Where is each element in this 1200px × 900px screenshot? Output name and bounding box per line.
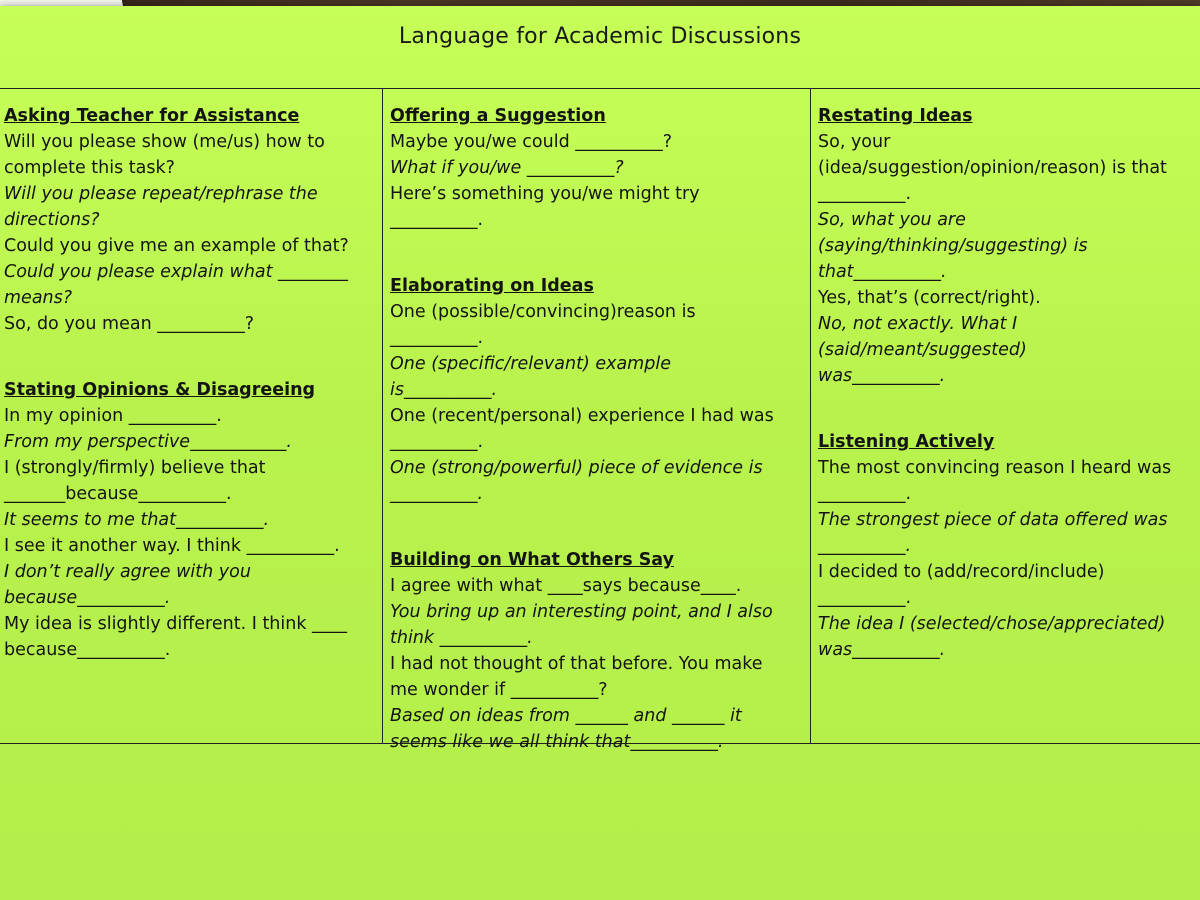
sentence-frame: I see it another way. I think __________. (4, 536, 340, 556)
sentence-frame: One (recent/personal) experience I had was (390, 406, 774, 426)
sentence-frame: So, your (818, 132, 891, 152)
section-heading: Restating Ideas (818, 106, 973, 126)
sentence-frame: Maybe you/we could __________? (390, 132, 673, 152)
sentence-frame: directions? (4, 210, 100, 230)
sentence-frame: __________. (818, 588, 912, 608)
section-spacer (390, 507, 806, 547)
sentence-frame: Could you please explain what ________ (4, 262, 349, 282)
sentence-frame: __________. (390, 432, 484, 452)
sentence-frame: I decided to (add/record/include) (818, 562, 1105, 582)
sentence-frame: It seems to me that__________. (4, 510, 270, 530)
sentence-frame: My idea is slightly different. I think ____ (4, 614, 348, 634)
section-heading: Stating Opinions & Disagreeing (4, 380, 316, 400)
sentence-frame: I (strongly/firmly) believe that (4, 458, 266, 478)
sentence-frame: because__________. (4, 588, 171, 608)
page-title: Language for Academic Discussions (398, 24, 802, 49)
sentence-frame: One (strong/powerful) piece of evidence is (390, 458, 763, 478)
sentence-frame: (saying/thinking/suggesting) is (818, 236, 1088, 256)
sentence-frame: Based on ideas from ______ and ______ it (390, 706, 742, 726)
sentence-frame: is__________. (390, 380, 498, 400)
sentence-frame: No, not exactly. What I (818, 314, 1018, 334)
section-heading: Offering a Suggestion (390, 106, 606, 126)
sentence-frame: So, what you are (818, 210, 966, 230)
handout-sheet (0, 6, 1200, 900)
column-divider (810, 89, 811, 743)
sentence-frame: was__________. (818, 366, 946, 386)
column-middle (390, 103, 806, 755)
sentence-frame: complete this task? (4, 158, 175, 178)
sentence-frame: Will you please show (me/us) how to (4, 132, 325, 152)
sentence-frame: me wonder if __________? (390, 680, 608, 700)
column-left (4, 103, 382, 663)
sentence-frame: _______because__________. (4, 484, 232, 504)
sentence-frame: that__________. (818, 262, 947, 282)
sentence-frame: What if you/we __________? (390, 158, 624, 178)
sentence-frame: __________. (390, 484, 484, 504)
sentence-frame: The strongest piece of data offered was (818, 510, 1168, 530)
section-heading: Asking Teacher for Assistance (4, 106, 300, 126)
sentence-frame: __________. (818, 536, 912, 556)
sentence-frame: was__________. (818, 640, 946, 660)
sentence-frame: (said/meant/suggested) (818, 340, 1027, 360)
sentence-frame: Could you give me an example of that? (4, 236, 349, 256)
sentence-frame: Yes, that’s (correct/right). (818, 288, 1041, 308)
sentence-frame: because__________. (4, 640, 171, 660)
sentence-frame: __________. (390, 210, 484, 230)
phrase-table (0, 88, 1200, 752)
sentence-frame: I had not thought of that before. You make (390, 654, 763, 674)
sentence-frame: The most convincing reason I heard was (818, 458, 1172, 478)
sentence-frame: From my perspective___________. (4, 432, 292, 452)
sentence-frame: means? (4, 288, 73, 308)
sentence-frame: I don’t really agree with you (4, 562, 251, 582)
sentence-frame: One (specific/relevant) example (390, 354, 671, 374)
sentence-frame: __________. (818, 484, 912, 504)
sentence-frame: You bring up an interesting point, and I also (390, 602, 773, 622)
sentence-frame: The idea I (selected/chose/appreciated) (818, 614, 1166, 634)
section-heading: Building on What Others Say (390, 550, 674, 570)
section-heading: Listening Actively (818, 432, 995, 452)
section-spacer (4, 337, 382, 377)
sentence-frame: Here’s something you/we might try (390, 184, 700, 204)
column-right (818, 103, 1200, 663)
sentence-frame: __________. (390, 328, 484, 348)
sentence-frame: think __________. (390, 628, 533, 648)
sentence-frame: One (possible/convincing)reason is (390, 302, 696, 322)
sentence-frame: I agree with what ____says because____. (390, 576, 742, 596)
sentence-frame: __________. (818, 184, 912, 204)
sentence-frame: So, do you mean __________? (4, 314, 255, 334)
sentence-frame: seems like we all think that__________. (390, 732, 724, 752)
section-spacer (818, 389, 1200, 429)
column-divider (382, 89, 383, 743)
section-spacer (390, 233, 806, 273)
sentence-frame: Will you please repeat/rephrase the (4, 184, 318, 204)
section-heading: Elaborating on Ideas (390, 276, 594, 296)
sentence-frame: In my opinion __________. (4, 406, 222, 426)
sentence-frame: (idea/suggestion/opinion/reason) is that (818, 158, 1167, 178)
